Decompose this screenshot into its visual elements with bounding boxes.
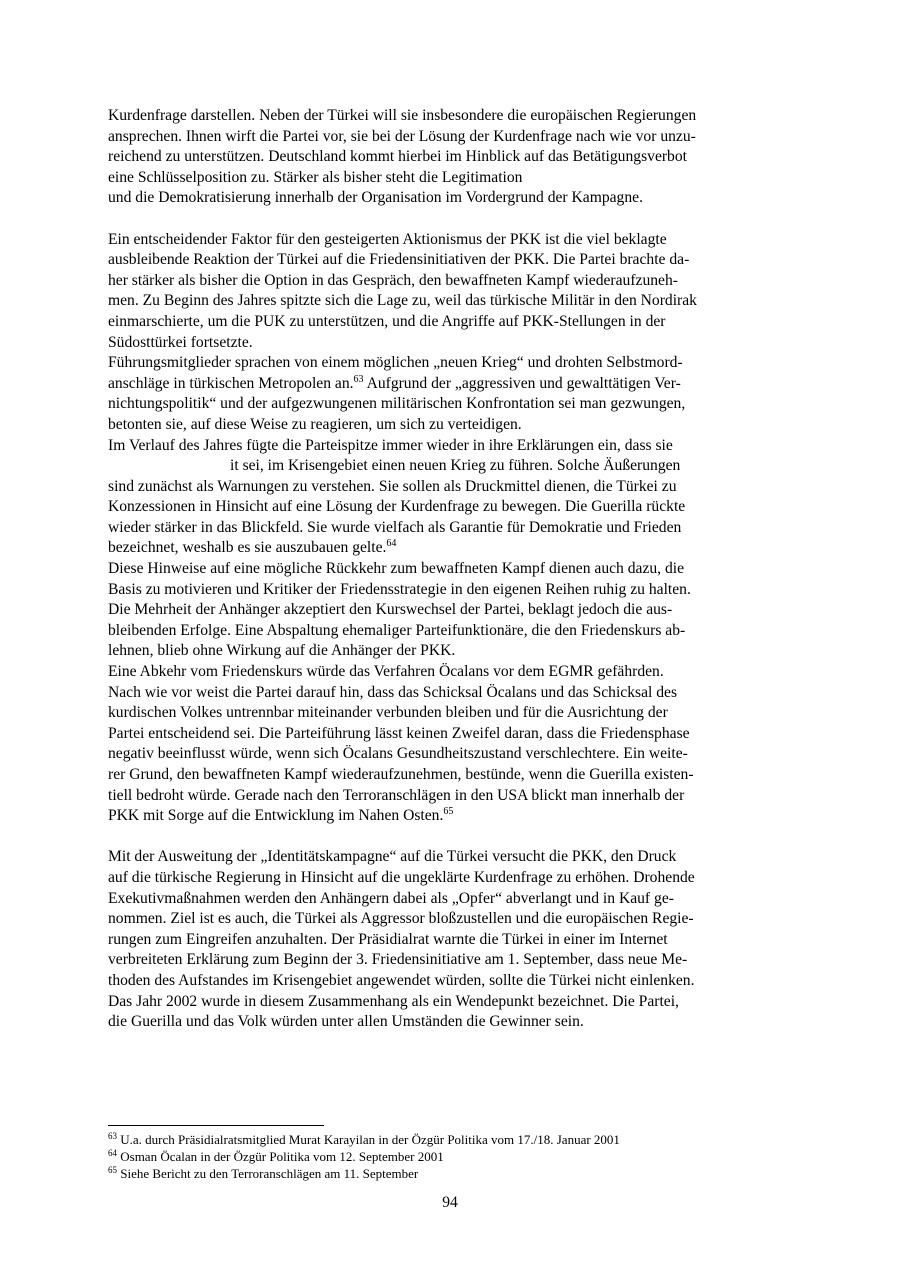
footnote-text: U.a. durch Präsidialratsmitglied Murat Karayilan in der Özgür Politika vom 17./18. Januar 2001 [117,1132,620,1147]
text-line: nichtungspolitik“ und der aufgezwungenen militärischen Konfrontation sei man gezwungen, [108,395,686,413]
text-line: wieder stärker in das Blickfeld. Sie wurde vielfach als Garantie für Demokratie und Frieden [108,518,682,536]
text-line: Kurdenfrage darstellen. Neben der Türkei will sie insbesondere die europäischen Regierungen [108,107,697,124]
text-line: her stärker als bisher die Option in das Gespräch, den bewaffneten Kampf wiederaufzuneh- [108,271,678,289]
text-segment: anschläge in türkischen Metropolen an. [108,374,354,392]
text-line: thoden des Aufstandes im Krisengebiet angewendet würden, sollte die Türkei nicht einlenken. [108,971,695,989]
footnote-number: 63 [108,1131,117,1141]
text-line: Das Jahr 2002 wurde in diesem Zusammenhang als ein Wendepunkt bezeichnet. Die Partei, [108,992,679,1010]
text-line: verbreiteten Erklärung zum Beginn der 3. Friedensinitiative am 1. September, dass neue Me- [108,951,688,969]
text-line: bleibenden Erfolge. Eine Abspaltung ehemaliger Parteifunktionäre, die den Friedenskurs ab- [108,621,686,639]
text-segment: Aufgrund der „aggressiven und gewalttätigen Ver- [363,374,681,392]
text-line: Mit der Ausweitung der „Identitätskampagne“ auf die Türkei versucht die PKK, den Druck [108,848,677,866]
footnote-text: Siehe Bericht zu den Terroranschlägen am 11. September [117,1166,419,1181]
text-line: lehnen, blieb ohne Wirkung auf die Anhänger der PKK. [108,642,456,660]
text-line: Führungsmitglieder sprachen von einem möglichen „neuen Krieg“ und drohten Selbstmord- [108,354,683,372]
text-line: betonten sie, auf diese Weise zu reagieren, um sich zu verteidigen. [108,415,522,433]
footnote-text: Osman Öcalan in der Özgür Politika vom 12. September 2001 [117,1149,444,1164]
footnote-reference-63[interactable]: 63 [353,373,364,385]
text-line: Die Mehrheit der Anhänger akzeptiert den Kurswechsel der Partei, beklagt jedoch die aus- [108,601,673,619]
footnote-separator [108,1125,324,1126]
page-number: 94 [442,1194,458,1211]
text-line: tiell bedroht würde. Gerade nach den Terroranschlägen in den USA blickt man innerhalb der [108,786,685,804]
text-line: Im Verlauf des Jahres fügte die Parteispitze immer wieder in ihre Erklärungen ein, dass sie [108,436,673,454]
text-line: negativ beeinflusst würde, wenn sich Öcalans Gesundheitszustand verschlechtere. Ein weite- [108,745,688,763]
text-line: men. Zu Beginn des Jahres spitzte sich die Lage zu, weil das türkische Militär in den Nordirak [108,292,697,310]
text-line: reichend zu unterstützen. Deutschland kommt hierbei im Hinblick auf das Betätigungsverbot [108,148,687,166]
text-line: kurdischen Volkes untrennbar miteinander verbunden bleiben und für die Ausrichtung der [108,704,668,722]
paragraph-gap [108,827,748,848]
footnote-reference-65[interactable]: 65 [443,806,454,818]
text-line [108,374,748,395]
text-line: it sei, im Krisengebiet einen neuen Krieg zu führen. Solche Äußerungen [230,457,681,475]
text-line [108,538,748,559]
text-line [108,806,748,827]
footnote-65 [108,1165,748,1182]
text-line: rer Grund, den bewaffneten Kampf wiederaufzunehmen, bestünde, wenn die Guerilla existen- [108,766,694,783]
footnote-63 [108,1131,748,1148]
text-line: die Guerilla und das Volk würden unter allen Umständen die Gewinner sein. [108,1013,584,1031]
text-line: rungen zum Eingreifen anzuhalten. Der Präsidialrat warnte die Türkei in einer im Internet [108,930,668,948]
text-line: auf die türkische Regierung in Hinsicht auf die ungeklärte Kurdenfrage zu erhöhen. Drohende [108,868,695,886]
text-line: Ein entscheidender Faktor für den gesteigerten Aktionismus der PKK ist die viel beklagte [108,230,667,248]
text-segment: PKK mit Sorge auf die Entwicklung im Nahen Osten. [108,807,444,825]
text-line: Konzessionen in Hinsicht auf eine Lösung der Kurdenfrage zu bewegen. Die Guerilla rückte [108,498,686,516]
footnote-64 [108,1148,748,1165]
text-line: Partei entscheidend sei. Die Parteiführung lässt keinen Zweifel daran, dass die Friedensphase [108,724,690,742]
text-line: einmarschierte, um die PUK zu unterstützen, und die Angriffe auf PKK-Stellungen in der [108,312,666,330]
text-line: Basis zu motivieren und Kritiker der Friedensstrategie in den eigenen Reihen ruhig zu halten. [108,580,691,598]
text-line: ausbleibende Reaktion der Türkei auf die Friedensinitiativen der PKK. Die Partei brachte da- [108,251,690,269]
footnote-number: 65 [108,1165,117,1175]
text-line: nommen. Ziel ist es auch, die Türkei als Aggressor bloßzustellen und die europäischen Regie- [108,910,694,928]
text-line: sind zunächst als Warnungen zu verstehen. Sie sollen als Druckmittel dienen, die Türkei zu [108,477,677,495]
text-line: und die Demokratisierung innerhalb der Organisation im Vordergrund der Kampagne. [108,189,643,207]
text-line: Diese Hinweise auf eine mögliche Rückkehr zum bewaffneten Kampf dienen auch dazu, die [108,560,685,578]
body-text [108,106,748,1033]
text-line: ansprechen. Ihnen wirft die Partei vor, sie bei der Lösung der Kurdenfrage nach wie vor unzu- [108,127,696,145]
text-line: Nach wie vor weist die Partei darauf hin, dass das Schicksal Öcalans und das Schicksal des [108,683,678,701]
footnotes [108,1131,748,1182]
footnote-reference-64[interactable]: 64 [386,538,397,550]
paragraph-gap [108,209,748,230]
text-line: Exekutivmaßnahmen werden den Anhängern dabei als „Opfer“ abverlangt und in Kauf ge- [108,889,674,907]
text-line: eine Schlüsselposition zu. Stärker als bisher steht die Legitimation [108,168,523,186]
text-line: Südosttürkei fortsetzte. [108,333,253,351]
text-segment: bezeichnet, weshalb es sie auszubauen gelte. [108,539,387,557]
text-line: Eine Abkehr vom Friedenskurs würde das Verfahren Öcalans vor dem EGMR gefährden. [108,663,664,681]
footnote-number: 64 [108,1148,117,1158]
